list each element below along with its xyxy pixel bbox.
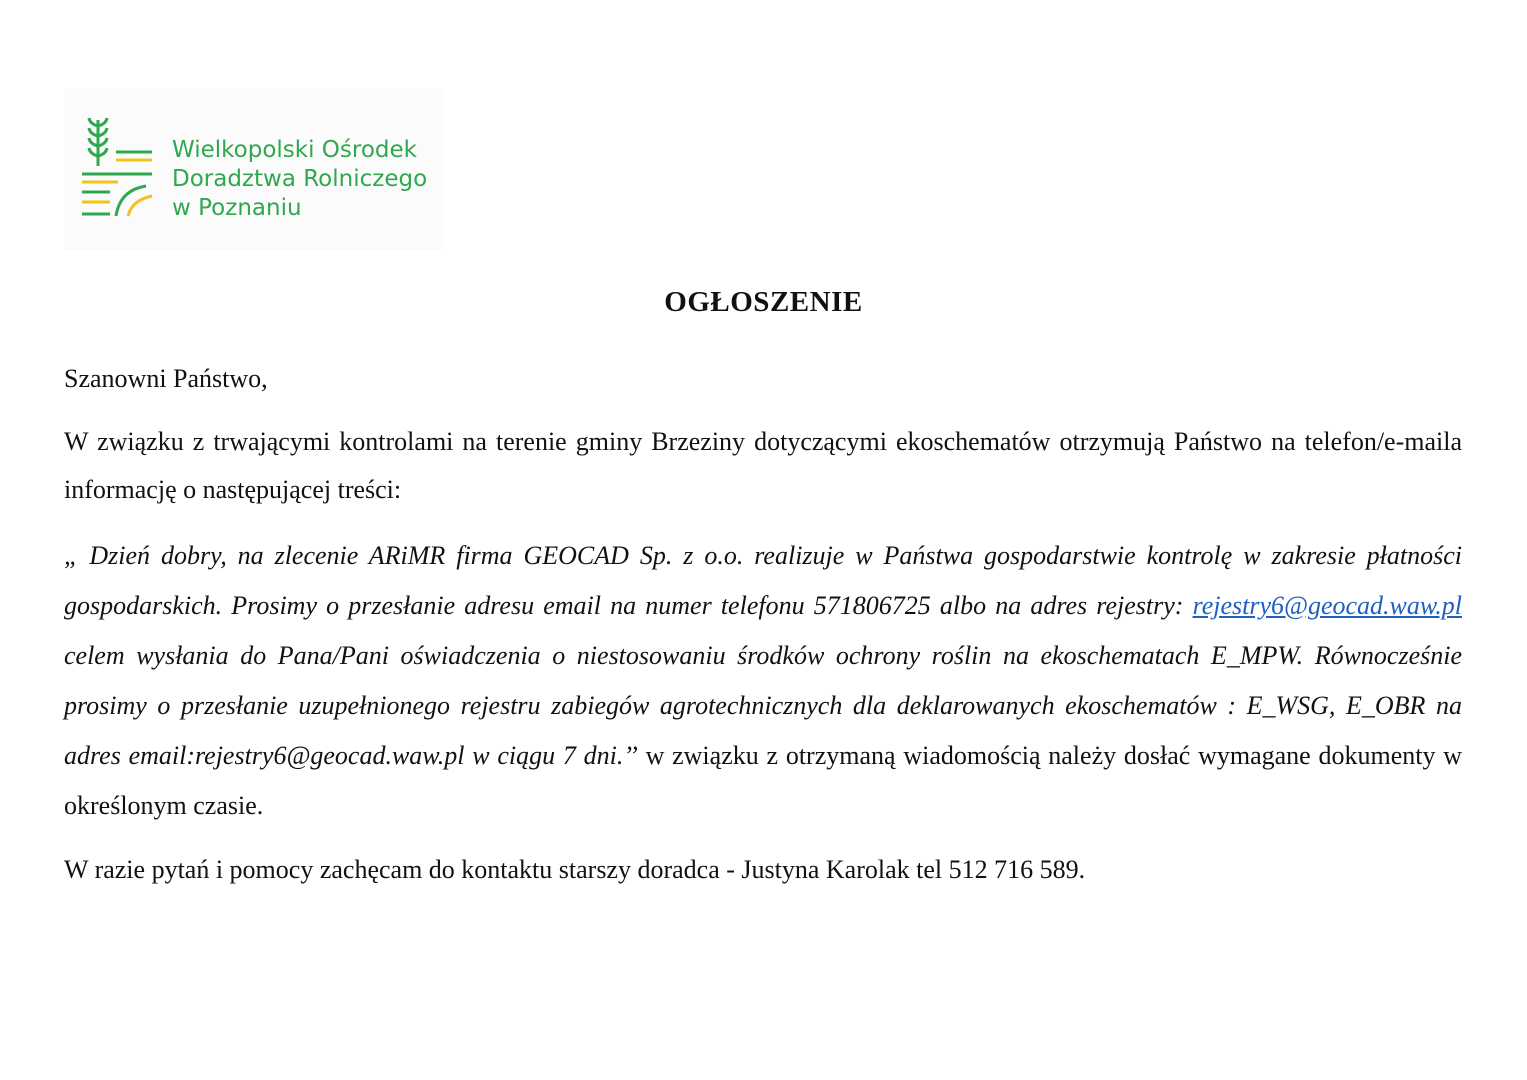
quote-text-start: „ Dzień dobry, na zlecenie ARiMR firma GEOCAD Sp. z o.o. realizuje w Państwa gospodarstwie kontrolę w zakresie płatności gospodarskich. Prosimy o przesłanie adresu email na numer telefonu 571806725 albo na adres rejestry: xyxy=(64,541,1462,620)
logo-line-1: Wielkopolski Ośrodek xyxy=(172,137,417,163)
document-body xyxy=(64,360,1462,889)
contact-paragraph: W razie pytań i pomocy zachęcam do kontaktu starszy doradca - Justyna Karolak tel 512 716 589. xyxy=(64,855,1086,884)
wheat-field-icon xyxy=(78,116,158,226)
logo-text xyxy=(172,136,427,223)
logo-line-2: Doradztwa Rolniczego xyxy=(172,166,428,192)
quote-followup: w związku z otrzymaną wiadomością należy dosłać wymagane dokumenty w określonym czasie. xyxy=(64,741,1463,820)
page-title: OGŁOSZENIE xyxy=(664,286,863,318)
intro-paragraph: W związku z trwającymi kontrolami na terenie gminy Brzeziny dotyczącymi ekoschematów otrzymują Państwo na telefon/e-maila informację o następującej treści: xyxy=(64,427,1462,504)
email-link[interactable]: rejestry6@geocad.waw.pl xyxy=(1192,591,1462,620)
quote-paragraph xyxy=(64,531,1462,831)
greeting: Szanowni Państwo, xyxy=(64,364,268,393)
logo-line-3: w Poznaniu xyxy=(172,195,302,221)
organization-logo xyxy=(64,88,444,250)
quote-text-end: celem wysłania do Pana/Pani oświadczenia o niestosowaniu środków ochrony roślin na ekoschematach E_MPW. Równocześnie prosimy o przesłanie uzupełnionego rejestru zabiegów agrotechnicznych dla deklarowanych ekoschematów : E_WSG, E_OBR na adres email:rejestry6@geocad.waw.pl w ciągu 7 dni.’’ xyxy=(64,641,1462,770)
